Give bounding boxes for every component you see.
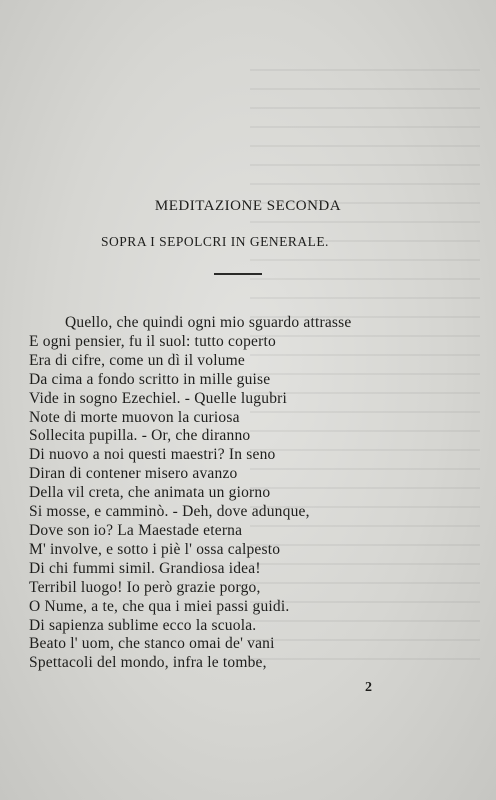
- poem-line: Della vil creta, che animata un giorno: [29, 484, 271, 502]
- poem-line: Diran di contener misero avanzo: [29, 465, 238, 483]
- poem-line: Quello, che quindi ogni mio sguardo attrasse: [65, 314, 352, 331]
- poem-line: M' involve, e sotto i piè l' ossa calpesto: [29, 540, 281, 558]
- poem-line: Sollecita pupilla. - Or, che diranno: [29, 427, 251, 445]
- poem-line: Dove son io? La Maestade eterna: [29, 521, 243, 539]
- poem-line: Di chi fummi simil. Grandiosa idea!: [29, 559, 261, 577]
- page-subtitle: SOPRA I SEPOLCRI IN GENERALE.: [101, 234, 329, 249]
- page-title: MEDITAZIONE SECONDA: [154, 198, 342, 214]
- poem-line: Beato l' uom, che stanco omai de' vani: [29, 635, 275, 653]
- poem-line: Spettacoli del mondo, infra le tombe,: [29, 654, 267, 672]
- poem-line: Di sapienza sublime ecco la scuola.: [29, 616, 257, 634]
- poem-line: Note di morte muovon la curiosa: [29, 408, 240, 426]
- poem-line: Terribil luogo! Io però grazie porgo,: [29, 578, 261, 596]
- poem-line: Di nuovo a noi questi maestri? In seno: [29, 446, 276, 464]
- poem-body: [29, 314, 449, 673]
- poem-line: Si mosse, e camminò. - Deh, dove adunque,: [29, 503, 310, 521]
- poem-line: E ogni pensier, fu il suol: tutto coperto: [29, 332, 276, 350]
- poem-line: Vide in sogno Ezechiel. - Quelle lugubri: [29, 389, 288, 407]
- page-number: 2: [365, 680, 372, 695]
- divider-rule: [214, 273, 262, 275]
- poem-line: Era di cifre, come un dì il volume: [29, 351, 245, 369]
- poem-line: Da cima a fondo scritto in mille guise: [29, 370, 271, 388]
- poem-line: O Nume, a te, che qua i miei passi guidi.: [29, 597, 290, 615]
